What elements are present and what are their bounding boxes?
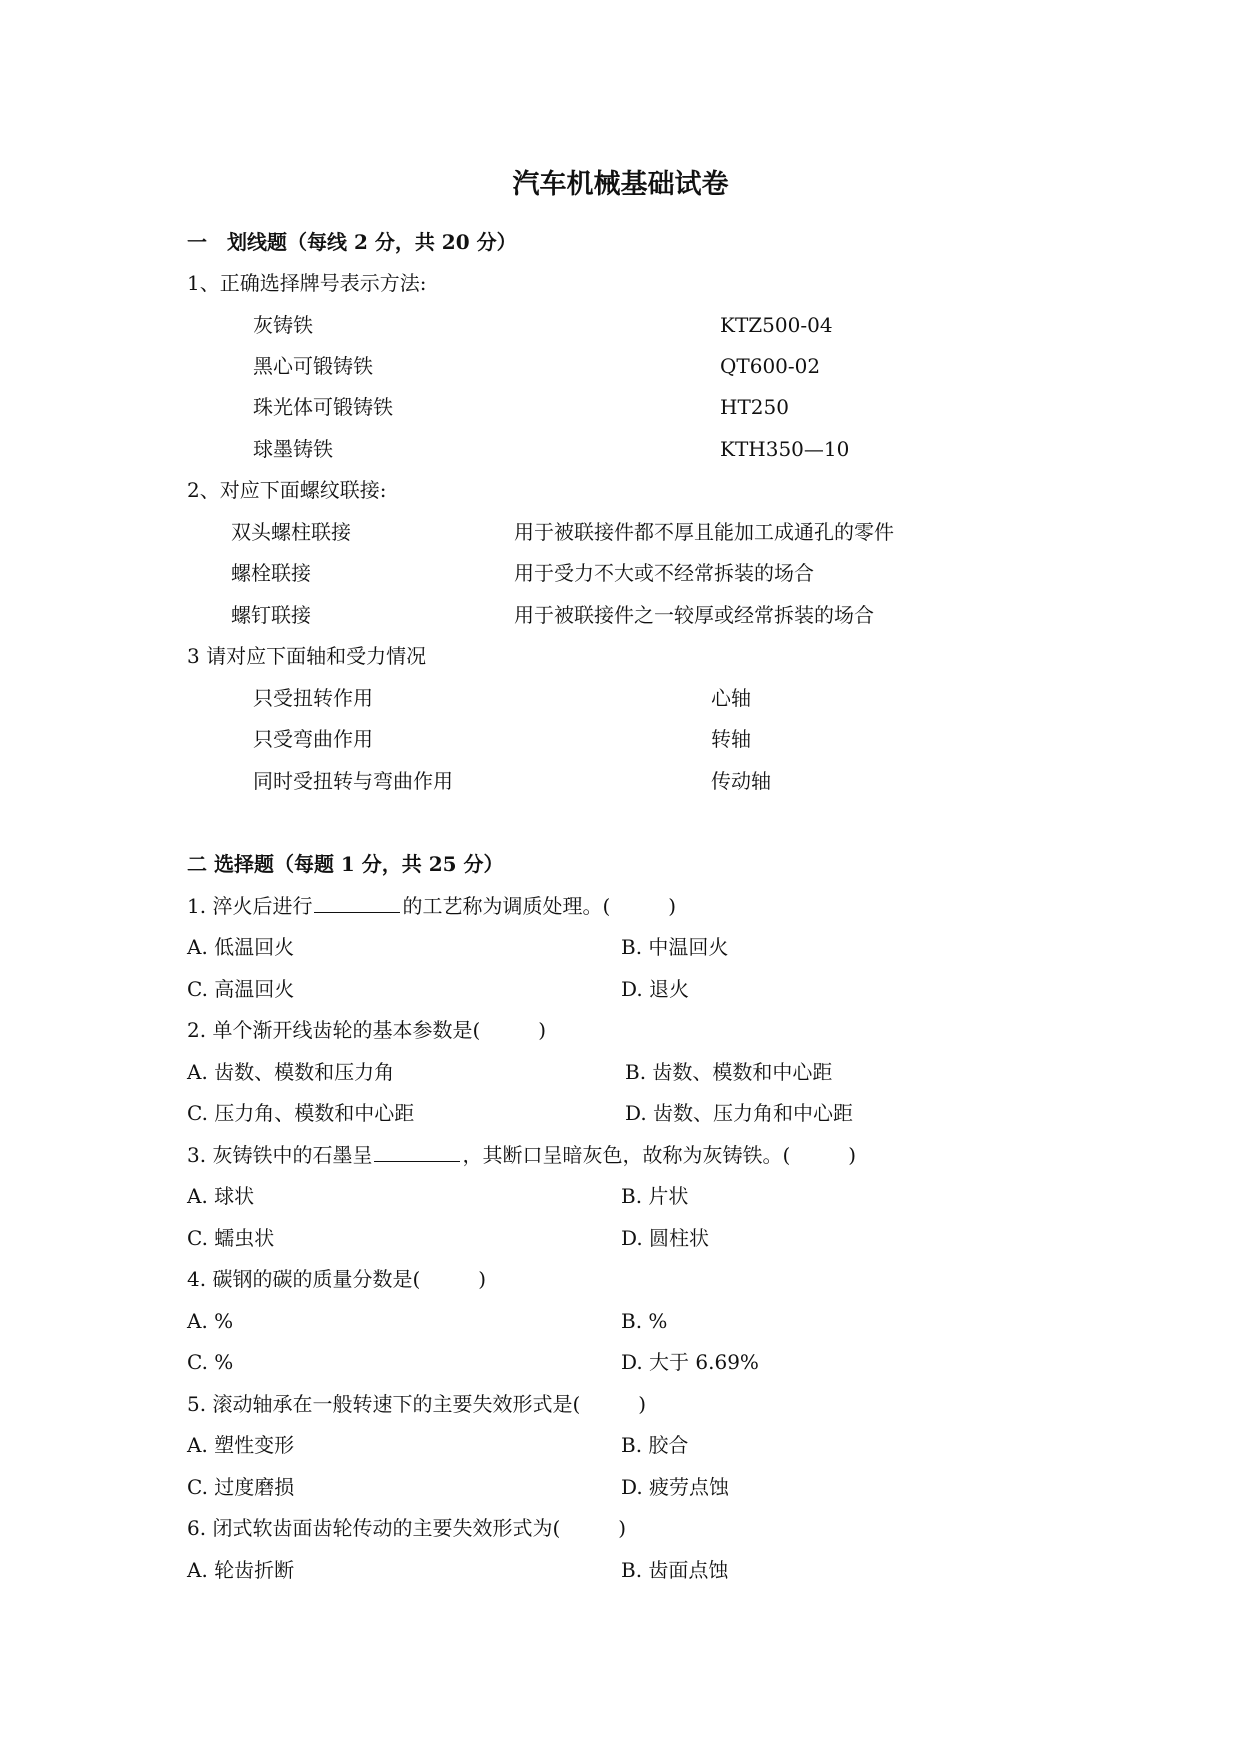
option-d: D. 圆柱状 (621, 1226, 710, 1250)
q1-right-item: QT600-02 (720, 354, 821, 378)
q3-right-item: 心轴 (711, 686, 751, 710)
q2-right-item: 用于被联接件都不厚且能加工成通孔的零件 (514, 520, 894, 544)
option-a: A. % (187, 1309, 234, 1333)
option-b: B. % (621, 1309, 668, 1333)
option-c: C. 压力角、模数和中心距 (187, 1101, 415, 1125)
q1-right-item: KTH350—10 (720, 437, 850, 461)
question-stem: 6. 闭式软齿面齿轮传动的主要失效形式为( (187, 1516, 561, 1540)
question-text (187, 1143, 856, 1167)
q2-prompt: 2、对应下面螺纹联接: (187, 478, 387, 502)
q3-prompt: 3 请对应下面轴和受力情况 (187, 644, 427, 668)
q2-left-item: 螺钉联接 (231, 603, 311, 627)
q2-left-item: 双头螺柱联接 (231, 520, 351, 544)
page-title: 汽车机械基础试卷 (512, 169, 729, 200)
option-b: B. 片状 (621, 1184, 689, 1208)
option-b: B. 胶合 (621, 1433, 689, 1457)
option-d: D. 疲劳点蚀 (621, 1475, 730, 1499)
q3-left-item: 同时受扭转与弯曲作用 (253, 769, 453, 793)
section-2-heading: 二 选择题（每题 1 分，共 25 分） (187, 852, 504, 876)
question-paren-close: ) (538, 1018, 547, 1042)
question-stem: 5. 滚动轴承在一般转速下的主要失效形式是( (187, 1392, 581, 1416)
question-stem: 3. 灰铸铁中的石墨呈 (187, 1143, 373, 1167)
question-paren-close: ) (638, 1392, 647, 1416)
q1-prompt: 1、正确选择牌号表示方法: (187, 271, 427, 295)
q1-left-item: 灰铸铁 (253, 313, 313, 337)
option-c: C. % (187, 1350, 234, 1374)
option-d: D. 大于 6.69% (621, 1350, 759, 1374)
option-c: C. 蠕虫状 (187, 1226, 275, 1250)
question-text (187, 1018, 546, 1042)
q1-right-item: KTZ500-04 (720, 313, 833, 337)
q1-left-item: 珠光体可锻铸铁 (253, 395, 393, 419)
question-text (187, 1267, 486, 1291)
q3-right-item: 传动轴 (711, 769, 771, 793)
question-paren-close: ) (478, 1267, 487, 1291)
option-a: A. 塑性变形 (187, 1433, 295, 1457)
q1-left-item: 球墨铸铁 (253, 437, 333, 461)
q2-right-item: 用于受力不大或不经常拆装的场合 (514, 561, 814, 585)
question-stem: 4. 碳钢的碳的质量分数是( (187, 1267, 421, 1291)
section-1-heading: 一 划线题（每线 2 分，共 20 分） (187, 230, 517, 254)
question-stem: 2. 单个渐开线齿轮的基本参数是( (187, 1018, 481, 1042)
question-text (187, 1516, 626, 1540)
question-stem-tail: 的工艺称为调质处理。( (402, 894, 611, 918)
question-stem-tail: ，其断口呈暗灰色，故称为灰铸铁。( (462, 1143, 791, 1167)
question-paren-close: ) (668, 894, 677, 918)
answer-blank (314, 894, 400, 913)
answer-blank (374, 1143, 460, 1162)
q3-left-item: 只受扭转作用 (253, 686, 373, 710)
option-a: A. 轮齿折断 (187, 1558, 295, 1582)
question-text (187, 1392, 646, 1416)
option-d: D. 齿数、压力角和中心距 (625, 1101, 854, 1125)
option-a: A. 齿数、模数和压力角 (187, 1060, 395, 1084)
q3-right-item: 转轴 (711, 727, 751, 751)
option-b: B. 齿数、模数和中心距 (625, 1060, 833, 1084)
option-a: A. 球状 (187, 1184, 255, 1208)
option-b: B. 齿面点蚀 (621, 1558, 729, 1582)
option-b: B. 中温回火 (621, 935, 729, 959)
question-paren-close: ) (618, 1516, 627, 1540)
q2-left-item: 螺栓联接 (231, 561, 311, 585)
question-text (187, 894, 676, 918)
q3-left-item: 只受弯曲作用 (253, 727, 373, 751)
q2-right-item: 用于被联接件之一较厚或经常拆装的场合 (514, 603, 874, 627)
question-stem: 1. 淬火后进行 (187, 894, 313, 918)
q1-left-item: 黑心可锻铸铁 (253, 354, 373, 378)
option-c: C. 过度磨损 (187, 1475, 295, 1499)
option-d: D. 退火 (621, 977, 690, 1001)
option-c: C. 高温回火 (187, 977, 295, 1001)
question-paren-close: ) (848, 1143, 857, 1167)
option-a: A. 低温回火 (187, 935, 295, 959)
q1-right-item: HT250 (720, 395, 789, 419)
